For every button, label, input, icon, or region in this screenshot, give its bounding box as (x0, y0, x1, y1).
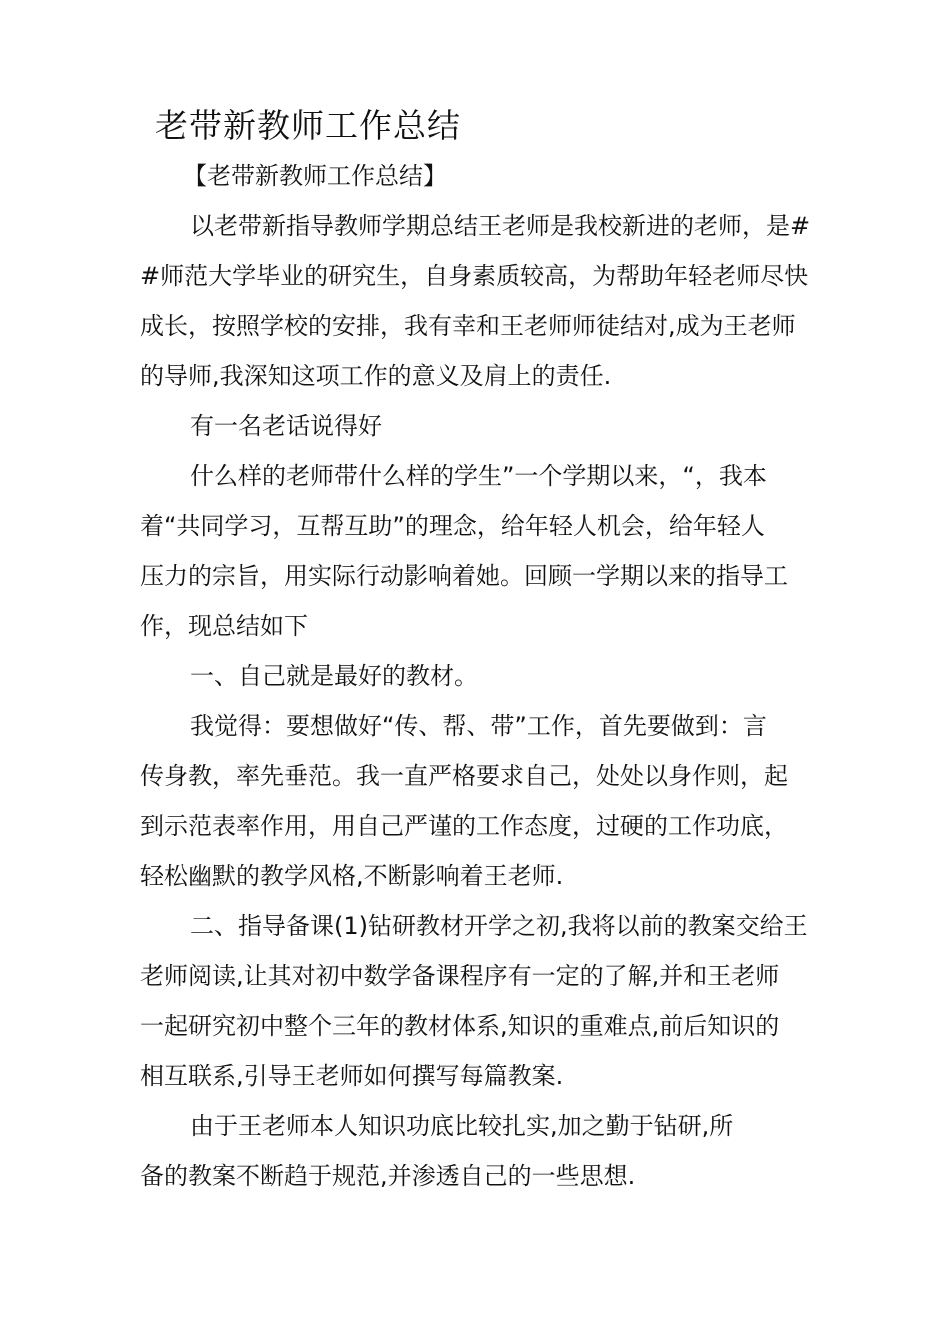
paragraph-line: 以老带新指导教师学期总结王老师是我校新进的老师，是# (190, 212, 811, 240)
paragraph-line: 到示范表率作用，用自己严谨的工作态度，过硬的工作功底， (140, 812, 788, 840)
paragraph-line: 一起研究初中整个三年的教材体系,知识的重难点,前后知识的 (140, 1012, 780, 1040)
paragraph-line: 我觉得：要想做好“传、帮、带”工作，首先要做到：言 (190, 712, 767, 740)
paragraph-line: 有一名老话说得好 (190, 412, 382, 440)
paragraph-line: #师范大学毕业的研究生，自身素质较高，为帮助年轻老师尽快 (140, 262, 809, 290)
paragraph-line: 由于王老师本人知识功底比较扎实,加之勤于钻研,所 (190, 1112, 734, 1140)
paragraph-line: 成长，按照学校的安排，我有幸和王老师师徒结对,成为王老师 (140, 312, 796, 340)
section-heading: 一、自己就是最好的教材。 (190, 662, 478, 690)
paragraph-line: 压力的宗旨，用实际行动影响着她。回顾一学期以来的指导工 (140, 562, 788, 590)
paragraph-line: 作，现总结如下 (140, 612, 308, 640)
paragraph-line: 轻松幽默的教学风格,不断影响着王老师. (140, 862, 564, 890)
paragraph-line: 二、指导备课(1)钻研教材开学之初,我将以前的教案交给王 (190, 912, 808, 940)
paragraph-line: 的导师,我深知这项工作的意义及肩上的责任. (140, 362, 612, 390)
paragraph-line: 着“共同学习，互帮互助”的理念，给年轻人机会，给年轻人 (140, 512, 765, 540)
paragraph-line: 老师阅读,让其对初中数学备课程序有一定的了解,并和王老师 (140, 962, 780, 990)
paragraph-line: 相互联系,引导王老师如何撰写每篇教案. (140, 1062, 564, 1090)
paragraph-line: 传身教，率先垂范。我一直严格要求自己，处处以身作则，起 (140, 762, 788, 790)
paragraph-line: 什么样的老师带什么样的学生”一个学期以来，“，我本 (190, 462, 767, 490)
document-title: 老带新教师工作总结 (155, 106, 461, 145)
document-subtitle: 【老带新教师工作总结】 (183, 162, 447, 190)
paragraph-line: 备的教案不断趋于规范,并渗透自己的一些思想. (140, 1162, 636, 1190)
